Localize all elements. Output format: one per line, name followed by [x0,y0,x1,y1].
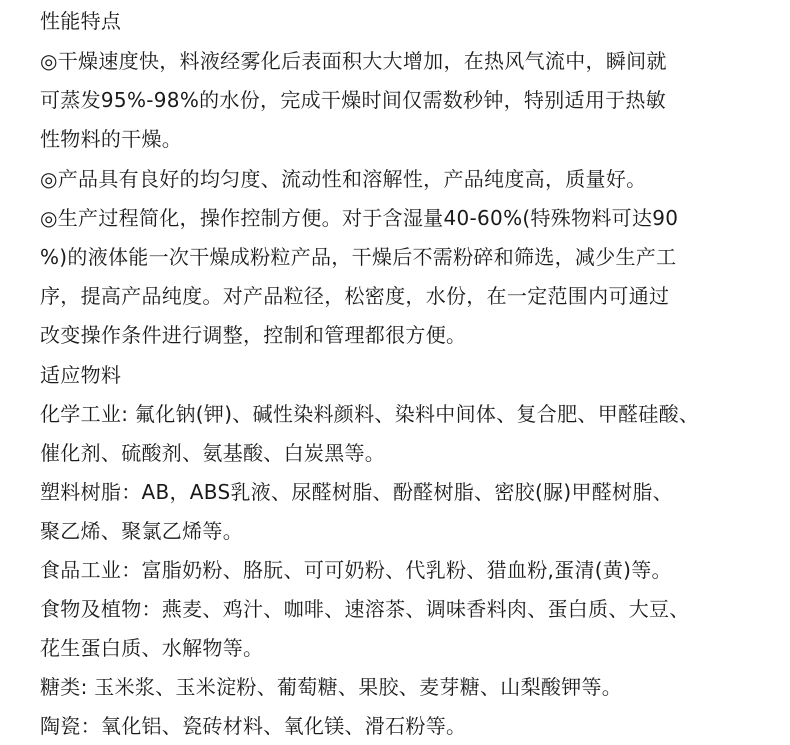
material-line: 食物及植物：燕麦、鸡汁、咖啡、速溶茶、调味香料肉、蛋白质、大豆、 [40,597,690,621]
features-heading: 性能特点 [40,9,122,33]
material-line: 催化剂、硫酸剂、氨基酸、白炭黑等。 [40,441,386,465]
material-line: 花生蛋白质、水解物等。 [40,636,264,660]
materials-heading: 适应物料 [40,363,122,387]
material-line: 陶瓷：氧化铝、瓷砖材料、氧化镁、滑石粉等。 [40,714,467,738]
material-line: 化学工业: 氟化钠(钾)、碱性染料颜料、染料中间体、复合肥、甲醛硅酸、 [40,402,700,426]
feature-line: ◎产品具有良好的均匀度、流动性和溶解性，产品纯度高，质量好。 [40,167,647,191]
feature-line: 改变操作条件进行调整，控制和管理都很方便。 [40,323,467,347]
material-line: 聚乙烯、聚氯乙烯等。 [40,519,243,543]
material-line: 食品工业：富脂奶粉、胳朊、可可奶粉、代乳粉、猎血粉,蛋清(黄)等。 [40,558,672,582]
material-line: 糖类: 玉米浆、玉米淀粉、葡萄糖、果胶、麦芽糖、山梨酸钾等。 [40,675,623,699]
feature-line: 序，提高产品纯度。对产品粒径，松密度，水份，在一定范围内可通过 [40,284,670,308]
feature-line: 可蒸发95%-98%的水份，完成干燥时间仅需数秒钟，特别适用于热敏 [40,88,667,112]
material-line: 塑料树脂：AB，ABS乳液、尿醛树脂、酚醛树脂、密胶(脲)甲醛树脂、 [40,480,673,504]
feature-line: ◎干燥速度快，料液经雾化后表面积大大增加，在热风气流中，瞬间就 [40,49,667,73]
feature-line: %)的液体能一次干燥成粉粒产品，干燥后不需粉碎和筛选，减少生产工 [40,245,677,269]
feature-line: 性物料的干燥。 [40,127,183,151]
feature-line: ◎生产过程简化，操作控制方便。对于含湿量40-60%(特殊物料可达90 [40,206,679,230]
